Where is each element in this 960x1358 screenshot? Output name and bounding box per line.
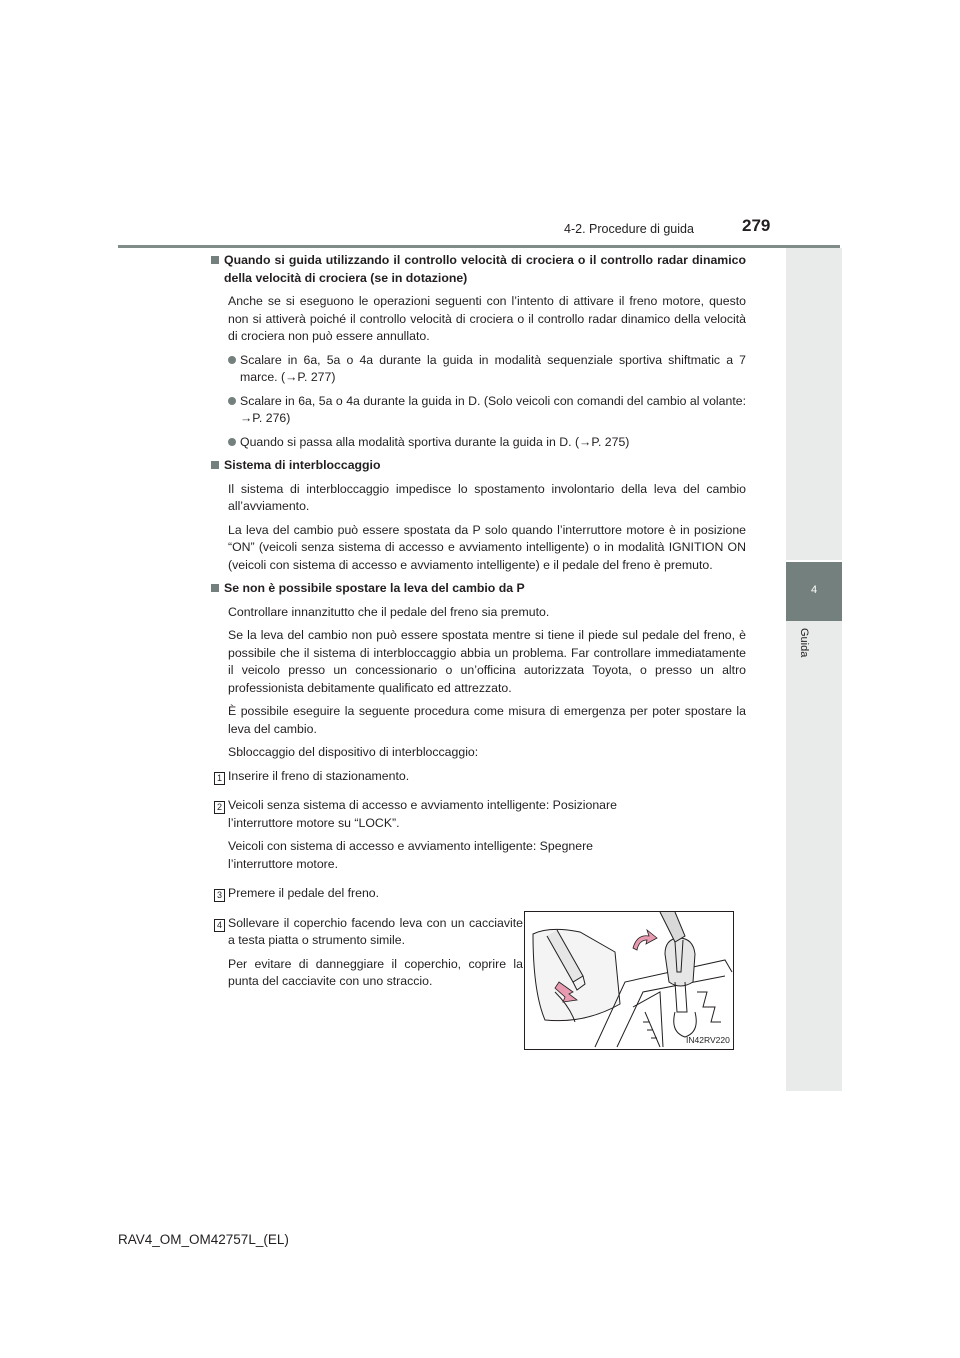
step-number: 4 (214, 919, 225, 932)
paragraph: Se la leva del cambio non può essere spostata mentre si tiene il piede sul pedale del freno, è possibile che il sistema di interbloccaggio abbia un problema. Far controllare immediatamente il veicolo presso un concessionario o un’officina autorizzata Toyota, o presso un altro professionista debitamente qualificato ed attrezzato. (228, 628, 746, 695)
chapter-tab[interactable] (786, 562, 842, 621)
chapter-label: Guida (798, 628, 810, 658)
section-title: 4-2. Procedure di guida (564, 222, 694, 236)
step-text: Veicoli senza sistema di accesso e avviamento intelligente: Posizionare l’interruttore motore su “LOCK”. (228, 798, 617, 830)
list-item: Quando si passa alla modalità sportiva durante la guida in D. (→P. 275) (211, 434, 746, 452)
step-item (211, 797, 746, 879)
shift-lever-illustration (524, 911, 734, 1050)
round-bullet-icon (228, 393, 240, 428)
screwdriver-illustration (525, 912, 733, 1049)
step-item (211, 768, 746, 792)
step-number: 2 (214, 801, 225, 814)
step-text: Per evitare di danneggiare il coperchio, coprire la punta del cacciavite con uno straccio. (228, 956, 523, 988)
step-item (211, 885, 746, 909)
paragraph: Controllare innanzitutto che il pedale del freno sia premuto. (228, 604, 550, 619)
step-number: 3 (214, 889, 225, 902)
paragraph: Il sistema di interbloccaggio impedisce lo spostamento involontario della leva del cambio all’avviamento. (228, 481, 746, 513)
paragraph: Anche se si eseguono le operazioni seguenti con l’intento di attivare il freno motore, questo non si attiverà poiché il controllo velocità di crociera o il controllo radar dinamico della velocità di crociera non può essere annullato. (228, 294, 746, 343)
square-bullet-icon (211, 457, 224, 475)
step-text: Inserire il freno di stazionamento. (228, 768, 410, 783)
paragraph: Sbloccaggio del dispositivo di interbloccaggio: (228, 745, 479, 759)
square-bullet-icon (211, 252, 224, 287)
figure-code: IN42RV220 (686, 1035, 730, 1045)
side-tab-bar (786, 248, 842, 560)
page-content (211, 252, 746, 1003)
page-number: 279 (742, 216, 771, 235)
paragraph: La leva del cambio può essere spostata da P solo quando l’interruttore motore è in posizione “ON” (veicoli senza sistema di accesso e avviamento intelligente) o in modalità IGNITION ON (veicoli con sistema di accesso e avviamento intelligente) e il pedale del freno è premuto. (228, 522, 746, 572)
round-bullet-icon (228, 434, 240, 452)
step-text: Sollevare il coperchio facendo leva con un cacciavite a testa piatta o strumento simile. (228, 915, 523, 947)
block-heading: Se non è possibile spostare la leva del cambio da P (211, 580, 746, 598)
chapter-number: 4 (810, 584, 818, 596)
step-text: Premere il pedale del freno. (228, 886, 380, 900)
list-item: Scalare in 6a, 5a o 4a durante la guida in D. (Solo veicoli con comandi del cambio al volante: →P. 276) (211, 393, 746, 428)
header-rule (118, 245, 840, 248)
footer-doc-id: RAV4_OM_OM42757L_(EL) (118, 1232, 289, 1247)
step-text: Veicoli con sistema di accesso e avviamento intelligente: Spegnere l’interruttore motore. (228, 839, 594, 871)
round-bullet-icon (228, 352, 240, 387)
list-item: Scalare in 6a, 5a o 4a durante la guida in modalità sequenziale sportiva shiftmatic a 7 marce. (→P. 277) (211, 352, 746, 387)
square-bullet-icon (211, 580, 224, 598)
paragraph: È possibile eseguire la seguente procedura come misura di emergenza per poter spostare la leva del cambio. (228, 704, 746, 736)
side-tab-bar-lower (786, 621, 842, 1091)
block-heading: Sistema di interbloccaggio (211, 457, 746, 475)
step-number: 1 (214, 772, 225, 785)
block-heading: Quando si guida utilizzando il controllo velocità di crociera o il controllo radar dinamico della velocità di crociera (se in dotazione) (211, 252, 746, 287)
